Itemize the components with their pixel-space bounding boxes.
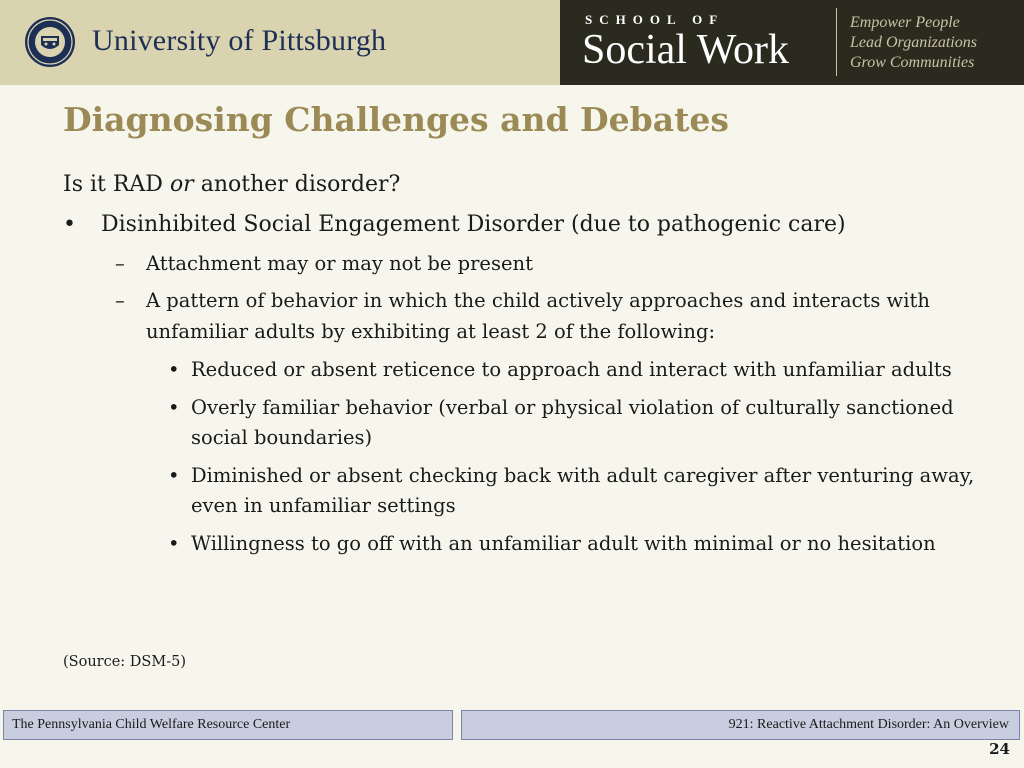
criteria-item [63, 461, 983, 521]
header-divider [836, 8, 837, 76]
sub-bullet-text: Attachment may or may not be present [146, 252, 533, 275]
sub-bullet-item [63, 248, 983, 279]
bullet-dot-icon: • [168, 358, 180, 381]
sub-bullet-item [63, 285, 983, 347]
sub-bullet-text: A pattern of behavior in which the child actively approaches and interacts with unfamiliar adults by exhibiting at least 2 of the following: [146, 289, 930, 343]
footer-organization: The Pennsylvania Child Welfare Resource Center [3, 710, 453, 740]
source-citation: (Source: DSM-5) [63, 654, 186, 670]
university-banner [0, 0, 560, 85]
criteria-text: Overly familiar behavior (verbal or physical violation of culturally sanctioned social boundaries) [191, 396, 954, 449]
slide-title: Diagnosing Challenges and Debates [63, 100, 729, 139]
motto-line: Grow Communities [850, 54, 975, 71]
criteria-item [63, 393, 983, 453]
intro-emphasis: or [169, 172, 194, 197]
intro-question [63, 168, 983, 202]
bullet-dot-icon: • [168, 532, 180, 555]
page-number: 24 [989, 740, 1010, 758]
slide-body [63, 168, 983, 559]
university-name: University of Pittsburgh [92, 24, 387, 57]
motto-line: Empower People [850, 14, 960, 31]
social-work-logo: Social Work [582, 27, 789, 73]
bullet-item [63, 208, 983, 242]
dash-icon: – [115, 252, 125, 275]
footer-course-title: 921: Reactive Attachment Disorder: An Overview [461, 710, 1020, 740]
intro-suffix: another disorder? [193, 172, 401, 197]
criteria-item [63, 355, 983, 385]
university-seal-icon [24, 14, 76, 70]
bullet-dot-icon: • [168, 396, 180, 419]
dash-icon: – [115, 289, 125, 312]
motto-line: Lead Organizations [850, 34, 977, 51]
criteria-text: Willingness to go off with an unfamiliar adult with minimal or no hesitation [191, 532, 936, 555]
criteria-item [63, 529, 983, 559]
intro-prefix: Is it RAD [63, 172, 170, 197]
criteria-text: Reduced or absent reticence to approach and interact with unfamiliar adults [191, 358, 952, 381]
criteria-text: Diminished or absent checking back with adult caregiver after venturing away, even in unfamiliar settings [191, 464, 975, 517]
bullet-dot-icon: • [168, 464, 180, 487]
bullet-text: Disinhibited Social Engagement Disorder (due to pathogenic care) [101, 212, 846, 237]
motto [850, 13, 977, 73]
school-of-label: SCHOOL OF [585, 12, 725, 27]
bullet-dot-icon: • [63, 212, 76, 237]
